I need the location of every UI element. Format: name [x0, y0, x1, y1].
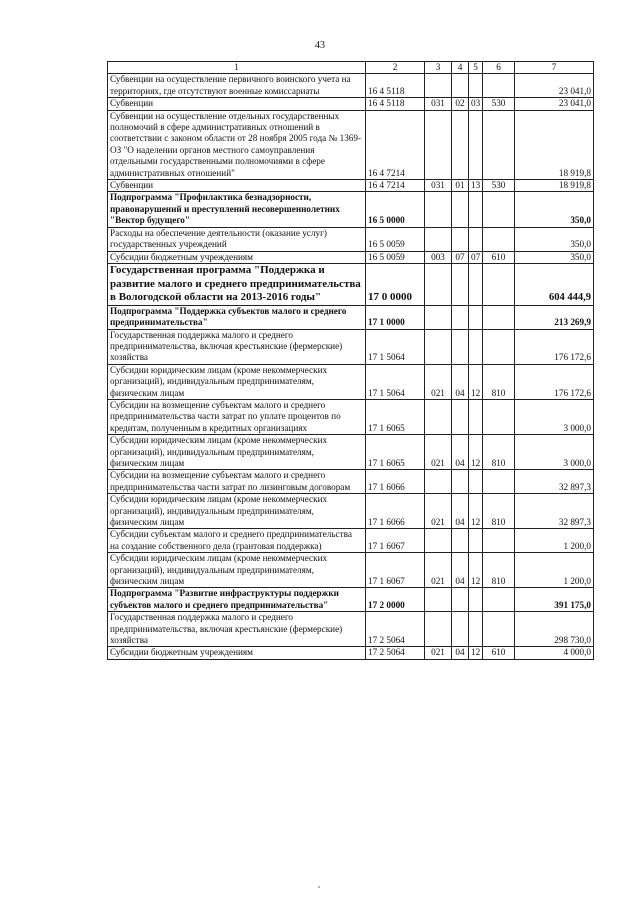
row-c5	[469, 110, 483, 179]
table-row	[108, 329, 594, 364]
row-c6	[483, 263, 515, 305]
row-c6	[483, 74, 515, 98]
row-amount: 298 730,0	[515, 612, 594, 647]
row-c5	[469, 227, 483, 251]
row-name: Субвенции	[108, 180, 366, 192]
table-row	[108, 553, 594, 588]
table-row	[108, 529, 594, 553]
row-c6	[483, 305, 515, 329]
table-row	[108, 74, 594, 98]
row-c4	[452, 529, 469, 553]
row-c6: 810	[483, 435, 515, 470]
header-col-1: 1	[108, 62, 366, 74]
row-amount: 4 000,0	[515, 647, 594, 659]
row-c5	[469, 470, 483, 494]
row-c3	[425, 329, 452, 364]
row-c4: 04	[452, 494, 469, 529]
header-col-4: 4	[452, 62, 469, 74]
row-c3	[425, 110, 452, 179]
table-row	[108, 251, 594, 263]
row-name: Субвенции	[108, 98, 366, 110]
row-c3	[425, 612, 452, 647]
row-c6	[483, 399, 515, 434]
row-name: Субсидии бюджетным учреждениям	[108, 251, 366, 263]
row-code: 17 1 6065	[366, 399, 425, 434]
row-amount: 213 269,9	[515, 305, 594, 329]
row-code: 17 2 5064	[366, 647, 425, 659]
row-c3: 021	[425, 494, 452, 529]
table-row	[108, 399, 594, 434]
row-c3: 021	[425, 364, 452, 399]
row-name: Государственная поддержка малого и среднего предпринимательства, включая крестьянские (фермерские) хозяйства	[108, 612, 366, 647]
row-code: 17 1 6067	[366, 553, 425, 588]
row-code: 17 1 6065	[366, 435, 425, 470]
header-col-2: 2	[366, 62, 425, 74]
row-c4	[452, 329, 469, 364]
row-name: Субсидии субъектам малого и среднего предпринимательства на создание собственного дела (грантовая поддержка)	[108, 529, 366, 553]
row-c5	[469, 612, 483, 647]
row-name: Субсидии бюджетным учреждениям	[108, 647, 366, 659]
row-name: Субвенции на осуществление первичного воинского учета на территориях, где отсутствуют военные комиссариаты	[108, 74, 366, 98]
row-amount: 23 041,0	[515, 98, 594, 110]
row-c3: 021	[425, 647, 452, 659]
row-amount: 18 919,8	[515, 110, 594, 179]
table-row	[108, 180, 594, 192]
row-code: 16 4 7214	[366, 180, 425, 192]
row-c5: 12	[469, 435, 483, 470]
row-code: 17 0 0000	[366, 263, 425, 305]
row-c6	[483, 192, 515, 227]
row-c6	[483, 329, 515, 364]
header-col-6: 6	[483, 62, 515, 74]
row-c4	[452, 263, 469, 305]
row-c5	[469, 74, 483, 98]
row-name: Субсидии юридическим лицам (кроме некоммерческих организаций), индивидуальным предпринимателям, физическим лицам	[108, 364, 366, 399]
row-c5	[469, 329, 483, 364]
row-name: Субсидии юридическим лицам (кроме некоммерческих организаций), индивидуальным предпринимателям, физическим лицам	[108, 553, 366, 588]
row-code: 16 5 0000	[366, 192, 425, 227]
table-row	[108, 470, 594, 494]
row-c3	[425, 399, 452, 434]
row-c3	[425, 470, 452, 494]
row-c5	[469, 263, 483, 305]
row-c5: 12	[469, 553, 483, 588]
row-c5	[469, 588, 483, 612]
row-c5	[469, 305, 483, 329]
row-c3	[425, 305, 452, 329]
row-code: 17 1 5064	[366, 364, 425, 399]
row-amount: 23 041,0	[515, 74, 594, 98]
row-c3: 031	[425, 180, 452, 192]
row-code: 17 2 5064	[366, 612, 425, 647]
header-col-7: 7	[515, 62, 594, 74]
row-amount: 32 897,3	[515, 470, 594, 494]
row-code: 17 1 6067	[366, 529, 425, 553]
row-amount: 176 172,6	[515, 329, 594, 364]
row-amount: 1 200,0	[515, 529, 594, 553]
table-row	[108, 227, 594, 251]
row-amount: 350,0	[515, 192, 594, 227]
row-c4	[452, 227, 469, 251]
row-c4: 04	[452, 553, 469, 588]
row-c4: 04	[452, 647, 469, 659]
row-name: Субвенции на осуществление отдельных государственных полномочий в сфере административных отношений в соответствии с законом области от 28 ноября 2005 года № 1369-ОЗ "О наделении органов местного самоуправления отдельными государственными полномочиями в сфере административных отношений"	[108, 110, 366, 179]
budget-table	[107, 61, 594, 660]
row-code: 17 1 5064	[366, 329, 425, 364]
table-row	[108, 98, 594, 110]
program-row	[108, 263, 594, 305]
row-c4	[452, 305, 469, 329]
row-code: 16 4 5118	[366, 98, 425, 110]
row-amount: 1 200,0	[515, 553, 594, 588]
row-c6	[483, 227, 515, 251]
table-row	[108, 110, 594, 179]
row-c6: 530	[483, 180, 515, 192]
row-c6	[483, 470, 515, 494]
header-col-3: 3	[425, 62, 452, 74]
row-name: Подпрограмма "Развитие инфраструктуры поддержки субъектов малого и среднего предпринимательства"	[108, 588, 366, 612]
row-code: 17 1 6066	[366, 470, 425, 494]
row-code: 16 4 5118	[366, 74, 425, 98]
row-name: Государственная программа "Поддержка и развитие малого и среднего предпринимательства в Вологодской области на 2013-2016 годы"	[108, 263, 366, 305]
row-c4: 07	[452, 251, 469, 263]
row-c4	[452, 470, 469, 494]
row-c6: 530	[483, 98, 515, 110]
row-c4	[452, 399, 469, 434]
row-code: 17 1 0000	[366, 305, 425, 329]
row-c5: 07	[469, 251, 483, 263]
table-header-row	[108, 62, 594, 74]
row-code: 16 5 0059	[366, 227, 425, 251]
row-amount: 176 172,6	[515, 364, 594, 399]
row-c6: 610	[483, 647, 515, 659]
row-c6	[483, 110, 515, 179]
row-c5	[469, 399, 483, 434]
row-c3	[425, 192, 452, 227]
row-c4: 04	[452, 364, 469, 399]
row-c3	[425, 263, 452, 305]
row-c3: 021	[425, 553, 452, 588]
row-c4: 01	[452, 180, 469, 192]
row-c4: 02	[452, 98, 469, 110]
row-amount: 350,0	[515, 227, 594, 251]
row-code: 17 1 6066	[366, 494, 425, 529]
row-amount: 3 000,0	[515, 399, 594, 434]
row-code: 17 2 0000	[366, 588, 425, 612]
row-name: Государственная поддержка малого и среднего предпринимательства, включая крестьянские (фермерские) хозяйства	[108, 329, 366, 364]
row-name: Подпрограмма "Поддержка субъектов малого и среднего предпринимательства"	[108, 305, 366, 329]
table-row	[108, 435, 594, 470]
row-c5	[469, 529, 483, 553]
row-c3: 021	[425, 435, 452, 470]
row-c5	[469, 192, 483, 227]
page-number: 43	[315, 40, 325, 51]
row-amount: 391 175,0	[515, 588, 594, 612]
row-c4	[452, 192, 469, 227]
row-name: Субсидии на возмещение субъектам малого и среднего предпринимательства части затрат по лизинговым договорам	[108, 470, 366, 494]
subprogram-row	[108, 192, 594, 227]
row-c3	[425, 227, 452, 251]
row-c6: 810	[483, 364, 515, 399]
row-code: 16 4 7214	[366, 110, 425, 179]
table-row	[108, 647, 594, 659]
row-c4	[452, 74, 469, 98]
row-c4	[452, 588, 469, 612]
table-row	[108, 612, 594, 647]
scan-speck	[318, 886, 320, 888]
table-row	[108, 364, 594, 399]
row-c3	[425, 588, 452, 612]
row-c5: 12	[469, 494, 483, 529]
row-c5: 03	[469, 98, 483, 110]
row-amount: 604 444,9	[515, 263, 594, 305]
row-name: Субсидии на возмещение субъектам малого и среднего предпринимательства части затрат по уплате процентов по кредитам, полученным в кредитных организациях	[108, 399, 366, 434]
row-c4: 04	[452, 435, 469, 470]
row-name: Подпрограмма "Профилактика безнадзорности, правонарушений и преступлений несовершеннолетних "Вектор будущего"	[108, 192, 366, 227]
row-amount: 32 897,3	[515, 494, 594, 529]
row-amount: 350,0	[515, 251, 594, 263]
row-c3	[425, 74, 452, 98]
row-c6	[483, 588, 515, 612]
row-c3	[425, 529, 452, 553]
row-c4	[452, 110, 469, 179]
row-c6	[483, 529, 515, 553]
row-c6: 610	[483, 251, 515, 263]
row-amount: 3 000,0	[515, 435, 594, 470]
subprogram-row	[108, 588, 594, 612]
table-row	[108, 494, 594, 529]
header-col-5: 5	[469, 62, 483, 74]
row-c6: 810	[483, 494, 515, 529]
row-name: Субсидии юридическим лицам (кроме некоммерческих организаций), индивидуальным предпринимателям, физическим лицам	[108, 494, 366, 529]
row-c6: 810	[483, 553, 515, 588]
row-c5: 13	[469, 180, 483, 192]
row-amount: 18 919,8	[515, 180, 594, 192]
row-c4	[452, 612, 469, 647]
row-name: Расходы на обеспечение деятельности (оказание услуг) государственных учреждений	[108, 227, 366, 251]
row-code: 16 5 0059	[366, 251, 425, 263]
row-name: Субсидии юридическим лицам (кроме некоммерческих организаций), индивидуальным предпринимателям, физическим лицам	[108, 435, 366, 470]
row-c6	[483, 612, 515, 647]
subprogram-row	[108, 305, 594, 329]
row-c5: 12	[469, 364, 483, 399]
row-c5: 12	[469, 647, 483, 659]
row-c3: 031	[425, 98, 452, 110]
row-c3: 003	[425, 251, 452, 263]
